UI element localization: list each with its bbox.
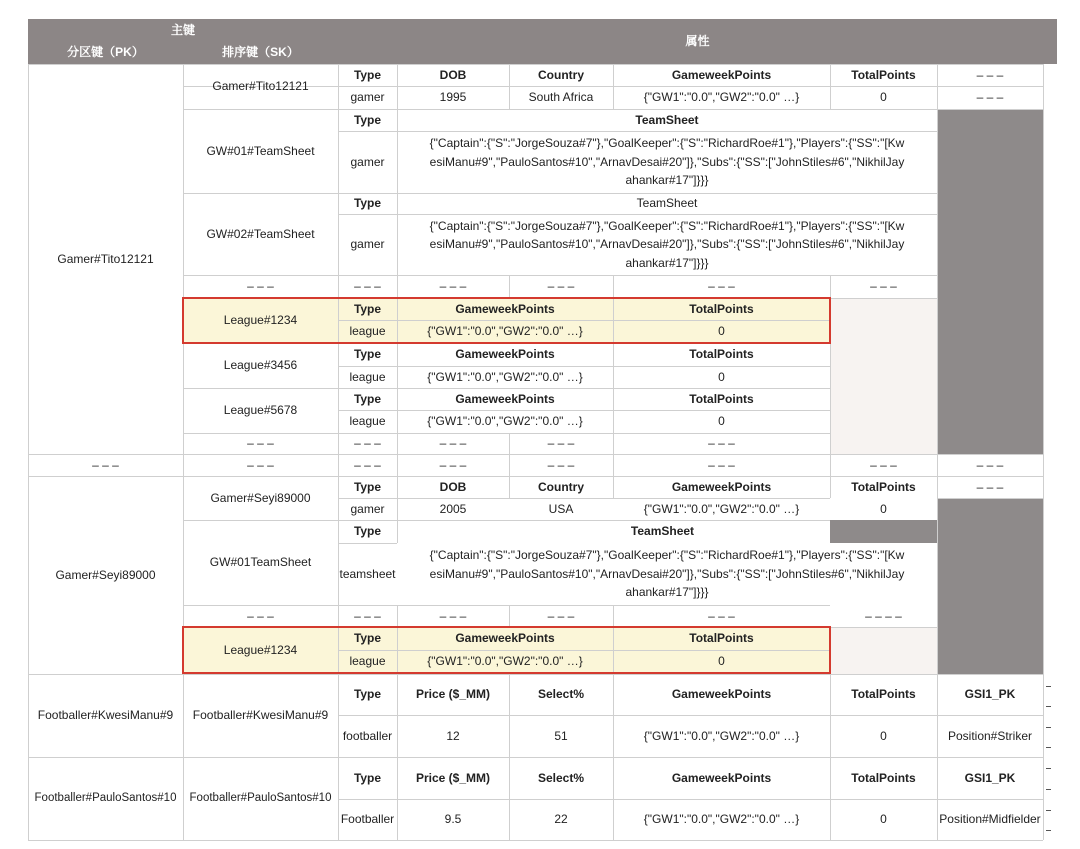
tito-profile-totalpoints: 0 bbox=[880, 90, 887, 105]
tito-profile-header-ellipsis: – – – bbox=[976, 67, 1004, 82]
tito-l5678-header-totalpoints: TotalPoints bbox=[689, 391, 754, 406]
paulo-header-gameweekpoints: GameweekPoints bbox=[671, 770, 772, 785]
seyi-profile-header-country: Country bbox=[538, 479, 584, 494]
tito-l3456-gameweekpoints: {"GW1":"0.0","GW2":"0.0" …} bbox=[427, 369, 583, 384]
seyi-ts1-header-type: Type bbox=[353, 524, 382, 539]
seyi-l1234-header-gameweekpoints: GameweekPoints bbox=[455, 631, 555, 646]
tito-l5678-header-gameweekpoints: GameweekPoints bbox=[455, 391, 555, 406]
tito-ellipsis2-sk: – – – bbox=[247, 436, 274, 451]
seyi-profile-header-gameweekpoints: GameweekPoints bbox=[671, 479, 772, 494]
tito-ellipsis2-col3: – – – bbox=[547, 436, 575, 451]
kwesi-select: 51 bbox=[554, 728, 568, 743]
tito-l3456-type: league bbox=[349, 369, 386, 384]
seyi-l1234-type: league bbox=[349, 654, 386, 669]
edge-dash bbox=[1046, 768, 1051, 769]
tito-l1234-totalpoints: 0 bbox=[718, 324, 725, 339]
sk-tito-teamsheet-gw01: GW#01#TeamSheet bbox=[206, 143, 315, 158]
kwesi-type: footballer bbox=[342, 728, 393, 743]
paulo-gsi1pk: Position#Midfielder bbox=[939, 812, 1041, 827]
sk-tito-league-5678: League#5678 bbox=[223, 403, 298, 418]
seyi-ellipsis-sk: – – – bbox=[247, 608, 274, 623]
sep-col2: – – – bbox=[439, 457, 467, 472]
tito-profile-type: gamer bbox=[350, 90, 385, 105]
tito-l5678-type: league bbox=[349, 414, 386, 429]
seyi-ellipsis-col5: – – – – bbox=[830, 605, 937, 627]
tito-l1234-gameweekpoints: {"GW1":"0.0","GW2":"0.0" …} bbox=[427, 324, 583, 339]
kwesi-price: 12 bbox=[446, 728, 460, 743]
paulo-gameweekpoints: {"GW1":"0.0","GW2":"0.0" …} bbox=[643, 812, 800, 827]
sep-col3: – – – bbox=[547, 457, 575, 472]
paulo-header-gsi1pk: GSI1_PK bbox=[964, 770, 1016, 785]
tito-ellipsis-col3: – – – bbox=[547, 279, 575, 294]
empty-fill-top bbox=[830, 298, 937, 454]
tito-ts1-header-teamsheet: TeamSheet bbox=[635, 112, 699, 127]
tito-ts2-header-teamsheet: TeamSheet bbox=[636, 196, 698, 211]
tito-profile-header-country: Country bbox=[538, 67, 584, 82]
tito-ts2-header-type: Type bbox=[353, 196, 382, 211]
tito-profile-gameweekpoints: {"GW1":"0.0","GW2":"0.0" …} bbox=[643, 90, 800, 105]
kwesi-header-gsi1pk: GSI1_PK bbox=[964, 687, 1016, 702]
sep-col4: – – – bbox=[708, 457, 735, 472]
paulo-header-totalpoints: TotalPoints bbox=[851, 770, 916, 785]
tito-l3456-header-type: Type bbox=[353, 347, 382, 362]
tito-ts1-type: gamer bbox=[350, 154, 385, 169]
edge-dash bbox=[1046, 789, 1051, 790]
tito-ellipsis2-col4: – – – bbox=[708, 436, 735, 451]
tito-profile-header-gameweekpoints: GameweekPoints bbox=[671, 67, 772, 82]
tito-l3456-totalpoints: 0 bbox=[718, 369, 725, 384]
pk-gamer-seyi: Gamer#Seyi89000 bbox=[55, 567, 156, 582]
paulo-header-price: Price ($_MM) bbox=[415, 770, 491, 785]
pk-gamer-tito: Gamer#Tito12121 bbox=[57, 251, 154, 266]
seyi-ts1-value: {"Captain":{"S":"JorgeSouza#7"},"GoalKeeper":{"S":"RichardRoe#1"},"Players":{"SS":"[KwesiManu#9","PauloSantos#10","ArnavDesai#20"]},"Subs":{"SS":["JohnStiles#6","NikhilJayahankar#17"]}}} bbox=[397, 543, 937, 605]
seyi-ellipsis-col2: – – – bbox=[439, 608, 467, 623]
sk-tito-league-1234: League#1234 bbox=[223, 313, 298, 328]
sep-type: – – – bbox=[354, 457, 381, 472]
sep-sk: – – – bbox=[247, 457, 274, 472]
sk-footballer-paulo: Footballer#PauloSantos#10 bbox=[189, 791, 332, 804]
edge-dash bbox=[1046, 830, 1051, 831]
kwesi-gameweekpoints: {"GW1":"0.0","GW2":"0.0" …} bbox=[643, 728, 800, 743]
sk-gamer-tito: Gamer#Tito12121 bbox=[212, 79, 309, 94]
seyi-l1234-header-totalpoints: TotalPoints bbox=[689, 631, 754, 646]
edge-dash bbox=[1046, 747, 1051, 748]
sk-tito-league-3456: League#3456 bbox=[223, 358, 298, 373]
kwesi-header-price: Price ($_MM) bbox=[415, 687, 491, 702]
kwesi-totalpoints: 0 bbox=[880, 728, 887, 743]
tito-ellipsis-sk: – – – bbox=[247, 279, 274, 294]
tito-l1234-header-type: Type bbox=[353, 301, 382, 316]
sep-col6: – – – bbox=[976, 457, 1004, 472]
tito-profile-dob: 1995 bbox=[439, 90, 467, 105]
tito-ellipsis-type: – – – bbox=[354, 279, 381, 294]
tito-ts1-header-type: Type bbox=[353, 112, 382, 127]
tito-ts2-value: {"Captain":{"S":"JorgeSouza#7"},"GoalKeeper":{"S":"RichardRoe#1"},"Players":{"SS":"[KwesiManu#9","PauloSantos#10","ArnavDesai#20"]},"Subs":{"SS":["JohnStiles#6","NikhilJayahankar#17"]}}} bbox=[429, 218, 905, 270]
sep-col5: – – – bbox=[870, 457, 897, 472]
kwesi-header-select: Select% bbox=[537, 687, 585, 702]
seyi-ellipsis-col3: – – – bbox=[547, 608, 575, 623]
kwesi-header-gameweekpoints: GameweekPoints bbox=[671, 687, 772, 702]
seyi-l1234-gameweekpoints: {"GW1":"0.0","GW2":"0.0" …} bbox=[427, 654, 583, 669]
seyi-profile-header-totalpoints: TotalPoints bbox=[851, 479, 916, 494]
tito-ellipsis-col2: – – – bbox=[439, 279, 467, 294]
tito-l1234-header-totalpoints: TotalPoints bbox=[689, 301, 754, 316]
side-gray-fill-top bbox=[937, 109, 1043, 454]
tito-profile-header-type: Type bbox=[353, 67, 382, 82]
seyi-l1234-totalpoints: 0 bbox=[718, 654, 725, 669]
header-primary-key: 主键 bbox=[28, 19, 338, 41]
edge-dash bbox=[1046, 727, 1051, 728]
tito-profile-header-dob: DOB bbox=[439, 67, 467, 82]
header-partition-key: 分区键（PK） bbox=[28, 41, 183, 64]
empty-fill-mid bbox=[830, 627, 937, 674]
seyi-profile-header-ellipsis: – – – bbox=[976, 479, 1004, 494]
header-sort-key: 排序键（SK） bbox=[183, 41, 338, 64]
tito-l5678-header-type: Type bbox=[353, 391, 382, 406]
pk-footballer-kwesi: Footballer#KwesiManu#9 bbox=[37, 708, 174, 723]
sk-gamer-seyi: Gamer#Seyi89000 bbox=[210, 490, 311, 505]
tito-profile-country: South Africa bbox=[528, 90, 594, 105]
seyi-profile-type: gamer bbox=[350, 501, 385, 516]
seyi-profile-gameweekpoints: {"GW1":"0.0","GW2":"0.0" …} bbox=[643, 501, 800, 516]
seyi-l1234-header-type: Type bbox=[353, 631, 382, 646]
sk-seyi-league-1234: League#1234 bbox=[223, 642, 298, 657]
edge-dash bbox=[1046, 810, 1051, 811]
seyi-profile-header-type: Type bbox=[353, 479, 382, 494]
seyi-profile-header-dob: DOB bbox=[439, 479, 467, 494]
seyi-profile-country: USA bbox=[548, 501, 574, 516]
tito-ts2-type: gamer bbox=[350, 237, 385, 252]
tito-ts1-value: {"Captain":{"S":"JorgeSouza#7"},"GoalKeeper":{"S":"RichardRoe#1"},"Players":{"SS":"[KwesiManu#9","PauloSantos#10","ArnavDesai#20"]},"Subs":{"SS":["JohnStiles#6","NikhilJayahankar#17"]}}} bbox=[429, 136, 905, 188]
tito-profile-header-totalpoints: TotalPoints bbox=[851, 67, 916, 82]
kwesi-header-totalpoints: TotalPoints bbox=[851, 687, 916, 702]
paulo-type: Footballer bbox=[340, 812, 395, 827]
sk-footballer-kwesi: Footballer#KwesiManu#9 bbox=[192, 708, 329, 723]
tito-l1234-type: league bbox=[349, 324, 386, 339]
seyi-profile-dob: 2005 bbox=[439, 501, 467, 516]
edge-dash bbox=[1046, 706, 1051, 707]
seyi-ellipsis-col4: – – – bbox=[708, 608, 735, 623]
sk-tito-teamsheet-gw02: GW#02#TeamSheet bbox=[206, 226, 315, 241]
kwesi-gsi1pk: Position#Striker bbox=[947, 728, 1033, 743]
tito-ellipsis2-col2: – – – bbox=[439, 436, 467, 451]
seyi-ellipsis-type: – – – bbox=[354, 608, 381, 623]
paulo-totalpoints: 0 bbox=[880, 812, 887, 827]
edge-dash bbox=[1046, 686, 1051, 687]
tito-l5678-totalpoints: 0 bbox=[718, 414, 725, 429]
tito-ellipsis-col5: – – – bbox=[870, 279, 897, 294]
paulo-header-select: Select% bbox=[537, 770, 585, 785]
tito-l1234-header-gameweekpoints: GameweekPoints bbox=[455, 301, 555, 316]
seyi-ts1-type: teamsheet bbox=[339, 566, 396, 581]
sep-pk: – – – bbox=[92, 457, 119, 472]
paulo-select: 22 bbox=[554, 812, 568, 827]
sk-seyi-teamsheet-gw01: GW#01TeamSheet bbox=[209, 555, 312, 570]
tito-l3456-header-totalpoints: TotalPoints bbox=[689, 347, 754, 362]
paulo-header-type: Type bbox=[353, 770, 382, 785]
seyi-ts1-header-teamsheet: TeamSheet bbox=[630, 524, 695, 539]
tito-ellipsis-col4: – – – bbox=[708, 279, 735, 294]
pk-footballer-paulo: Footballer#PauloSantos#10 bbox=[34, 791, 177, 804]
tito-l5678-gameweekpoints: {"GW1":"0.0","GW2":"0.0" …} bbox=[427, 414, 583, 429]
kwesi-header-type: Type bbox=[353, 687, 382, 702]
tito-profile-ellipsis: – – – bbox=[976, 90, 1004, 105]
seyi-profile-totalpoints: 0 bbox=[830, 498, 937, 520]
tito-l3456-header-gameweekpoints: GameweekPoints bbox=[455, 347, 555, 362]
tito-ellipsis2-type: – – – bbox=[354, 436, 381, 451]
paulo-price: 9.5 bbox=[444, 812, 462, 827]
header-attributes: 属性 bbox=[338, 19, 1057, 64]
